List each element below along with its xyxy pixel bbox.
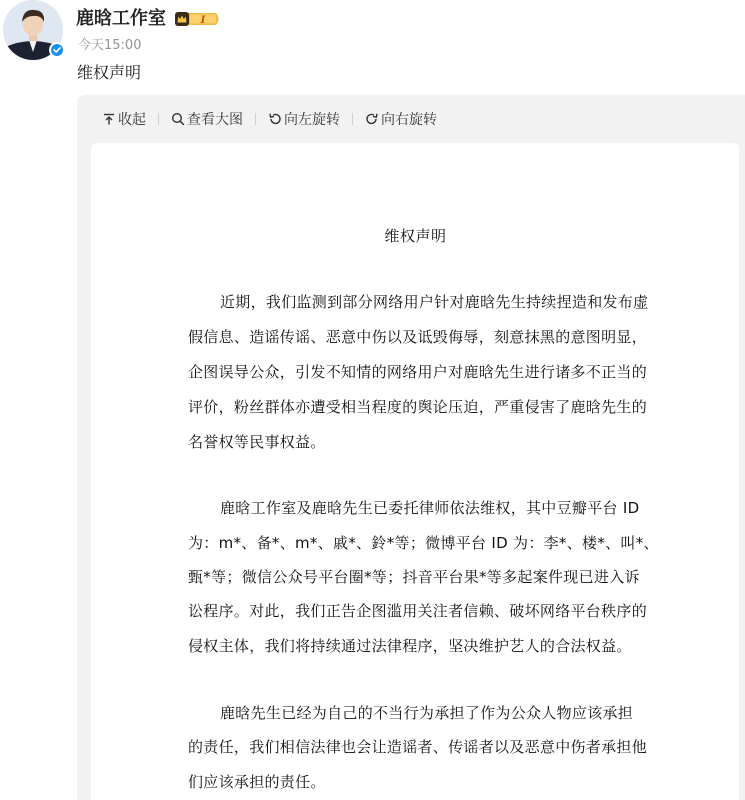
view-large-label: 查看大图 xyxy=(187,112,243,128)
vip-badge-icon[interactable] xyxy=(174,11,222,27)
document-line: 侵权主体，我们将持续通过法律程序，坚决维护艺人的合法权益。 xyxy=(188,637,632,655)
document-line: 评价，粉丝群体亦遭受相当程度的舆论压迫，严重侵害了鹿晗先生的 xyxy=(188,398,648,416)
document-line: 为：m*、备*、m*、戚*、鈴*等；微博平台 ID 为：李*、楼*、叫*、 xyxy=(188,534,659,552)
toolbar-divider xyxy=(255,113,256,125)
document-line: 名誉权等民事权益。 xyxy=(188,433,326,451)
document-line: 甄*等；微信公众号平台圈*等；抖音平台果*等多起案件现已进入诉 xyxy=(188,568,640,586)
vip-level-text: I xyxy=(200,15,206,26)
image-toolbar xyxy=(102,109,437,129)
document-line: 们应该承担的责任。 xyxy=(188,773,326,791)
rotate-right-label: 向右旋转 xyxy=(381,112,437,128)
toolbar-divider xyxy=(158,113,159,125)
document-line: 讼程序。对此，我们正告企图滥用关注者信赖、破坏网络平台秩序的 xyxy=(188,602,648,620)
rotate-left-label: 向左旋转 xyxy=(284,112,340,128)
collapse-button[interactable] xyxy=(102,109,146,129)
avatar-link[interactable] xyxy=(3,0,65,62)
document-line: 鹿晗先生已经为自己的不当行为承担了作为公众人物应该承担 xyxy=(220,704,634,722)
document-line: 企图误导公众，引发不知情的网络用户对鹿晗先生进行诸多不正当的 xyxy=(188,363,648,381)
verified-icon xyxy=(49,42,65,58)
rotate-right-icon xyxy=(365,112,379,126)
rotate-left-button[interactable] xyxy=(268,109,340,129)
post-timestamp[interactable]: 今天15:00 xyxy=(78,38,142,53)
collapse-icon xyxy=(102,112,116,126)
view-large-button[interactable] xyxy=(171,109,243,129)
document-line: 假信息、造谣传谣、恶意中伤以及诋毁侮辱，刻意抹黑的意图明显， xyxy=(188,328,648,346)
rotate-right-button[interactable] xyxy=(365,109,437,129)
document-line: 鹿晗工作室及鹿晗先生已委托律师依法维权，其中豆瓣平台 ID xyxy=(220,499,640,517)
toolbar-divider xyxy=(352,113,353,125)
rotate-left-icon xyxy=(268,112,282,126)
collapse-label: 收起 xyxy=(118,112,146,128)
document-title: 维权声明 xyxy=(384,227,447,245)
post-text: 维权声明 xyxy=(77,63,142,82)
document-line: 的责任，我们相信法律也会让造谣者、传谣者以及恶意中伤者承担他 xyxy=(188,738,648,756)
username[interactable]: 鹿晗工作室 xyxy=(76,8,166,29)
magnifier-icon xyxy=(171,112,185,126)
document-line: 近期，我们监测到部分网络用户针对鹿晗先生持续捏造和发布虚 xyxy=(220,293,649,311)
